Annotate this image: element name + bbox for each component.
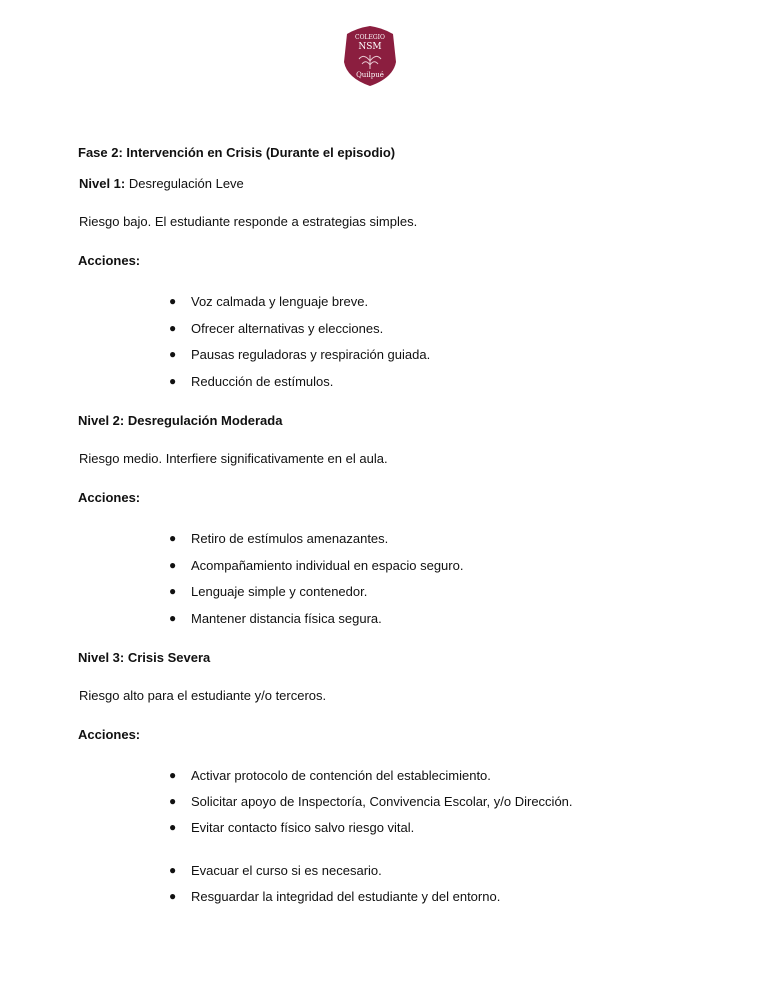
level1-name: Desregulación Leve <box>128 176 244 191</box>
crest-text-nsm: NSM <box>358 42 382 52</box>
list-item: Mantener distancia física segura. <box>191 611 382 626</box>
bullet-icon: ● <box>169 820 177 834</box>
school-crest-logo <box>343 26 397 86</box>
crest-text-colegio: COLEGIO <box>355 34 385 41</box>
list-item: Lenguaje simple y contenedor. <box>191 584 368 599</box>
level2-title: Nivel 2: Desregulación Moderada <box>78 413 283 428</box>
list-item: Ofrecer alternativas y elecciones. <box>191 321 384 336</box>
list-item: Reducción de estímulos. <box>191 374 334 389</box>
crest-text-quilpue: Quilpué <box>356 71 384 79</box>
bullet-icon: ● <box>169 558 177 572</box>
phase-title: Fase 2: Intervención en Crisis (Durante el episodio) <box>78 145 396 160</box>
level2-actions-label: Acciones: <box>78 490 141 505</box>
list-item: Retiro de estímulos amenazantes. <box>191 531 389 546</box>
list-item: Resguardar la integridad del estudiante y del entorno. <box>191 889 501 904</box>
level2-risk: Riesgo medio. Interfiere significativamente en el aula. <box>79 451 388 466</box>
level3-actions-label: Acciones: <box>78 727 141 742</box>
bullet-icon: ● <box>169 794 177 808</box>
list-item: Voz calmada y lenguaje breve. <box>191 294 369 309</box>
list-item: Solicitar apoyo de Inspectoría, Convivencia Escolar, y/o Dirección. <box>191 794 573 809</box>
level1-actions-label: Acciones: <box>78 253 141 268</box>
level3-risk: Riesgo alto para el estudiante y/o terceros. <box>79 688 327 703</box>
bullet-icon: ● <box>169 531 177 545</box>
list-item: Evacuar el curso si es necesario. <box>191 863 382 878</box>
level1-risk: Riesgo bajo. El estudiante responde a estrategias simples. <box>79 214 418 229</box>
list-item: Pausas reguladoras y respiración guiada. <box>191 347 431 362</box>
bullet-icon: ● <box>169 321 177 335</box>
bullet-icon: ● <box>169 611 177 625</box>
level3-title: Nivel 3: Crisis Severa <box>78 650 211 665</box>
level1-label: Nivel 1: <box>79 176 126 191</box>
bullet-icon: ● <box>169 863 177 877</box>
bullet-icon: ● <box>169 374 177 388</box>
list-item: Activar protocolo de contención del establecimiento. <box>191 768 491 783</box>
bullet-icon: ● <box>169 889 177 903</box>
level1-heading <box>79 176 244 192</box>
list-item: Evitar contacto físico salvo riesgo vital. <box>191 820 415 835</box>
bullet-icon: ● <box>169 768 177 782</box>
list-item: Acompañamiento individual en espacio seguro. <box>191 558 464 573</box>
bullet-icon: ● <box>169 294 177 308</box>
bullet-icon: ● <box>169 347 177 361</box>
bullet-icon: ● <box>169 584 177 598</box>
